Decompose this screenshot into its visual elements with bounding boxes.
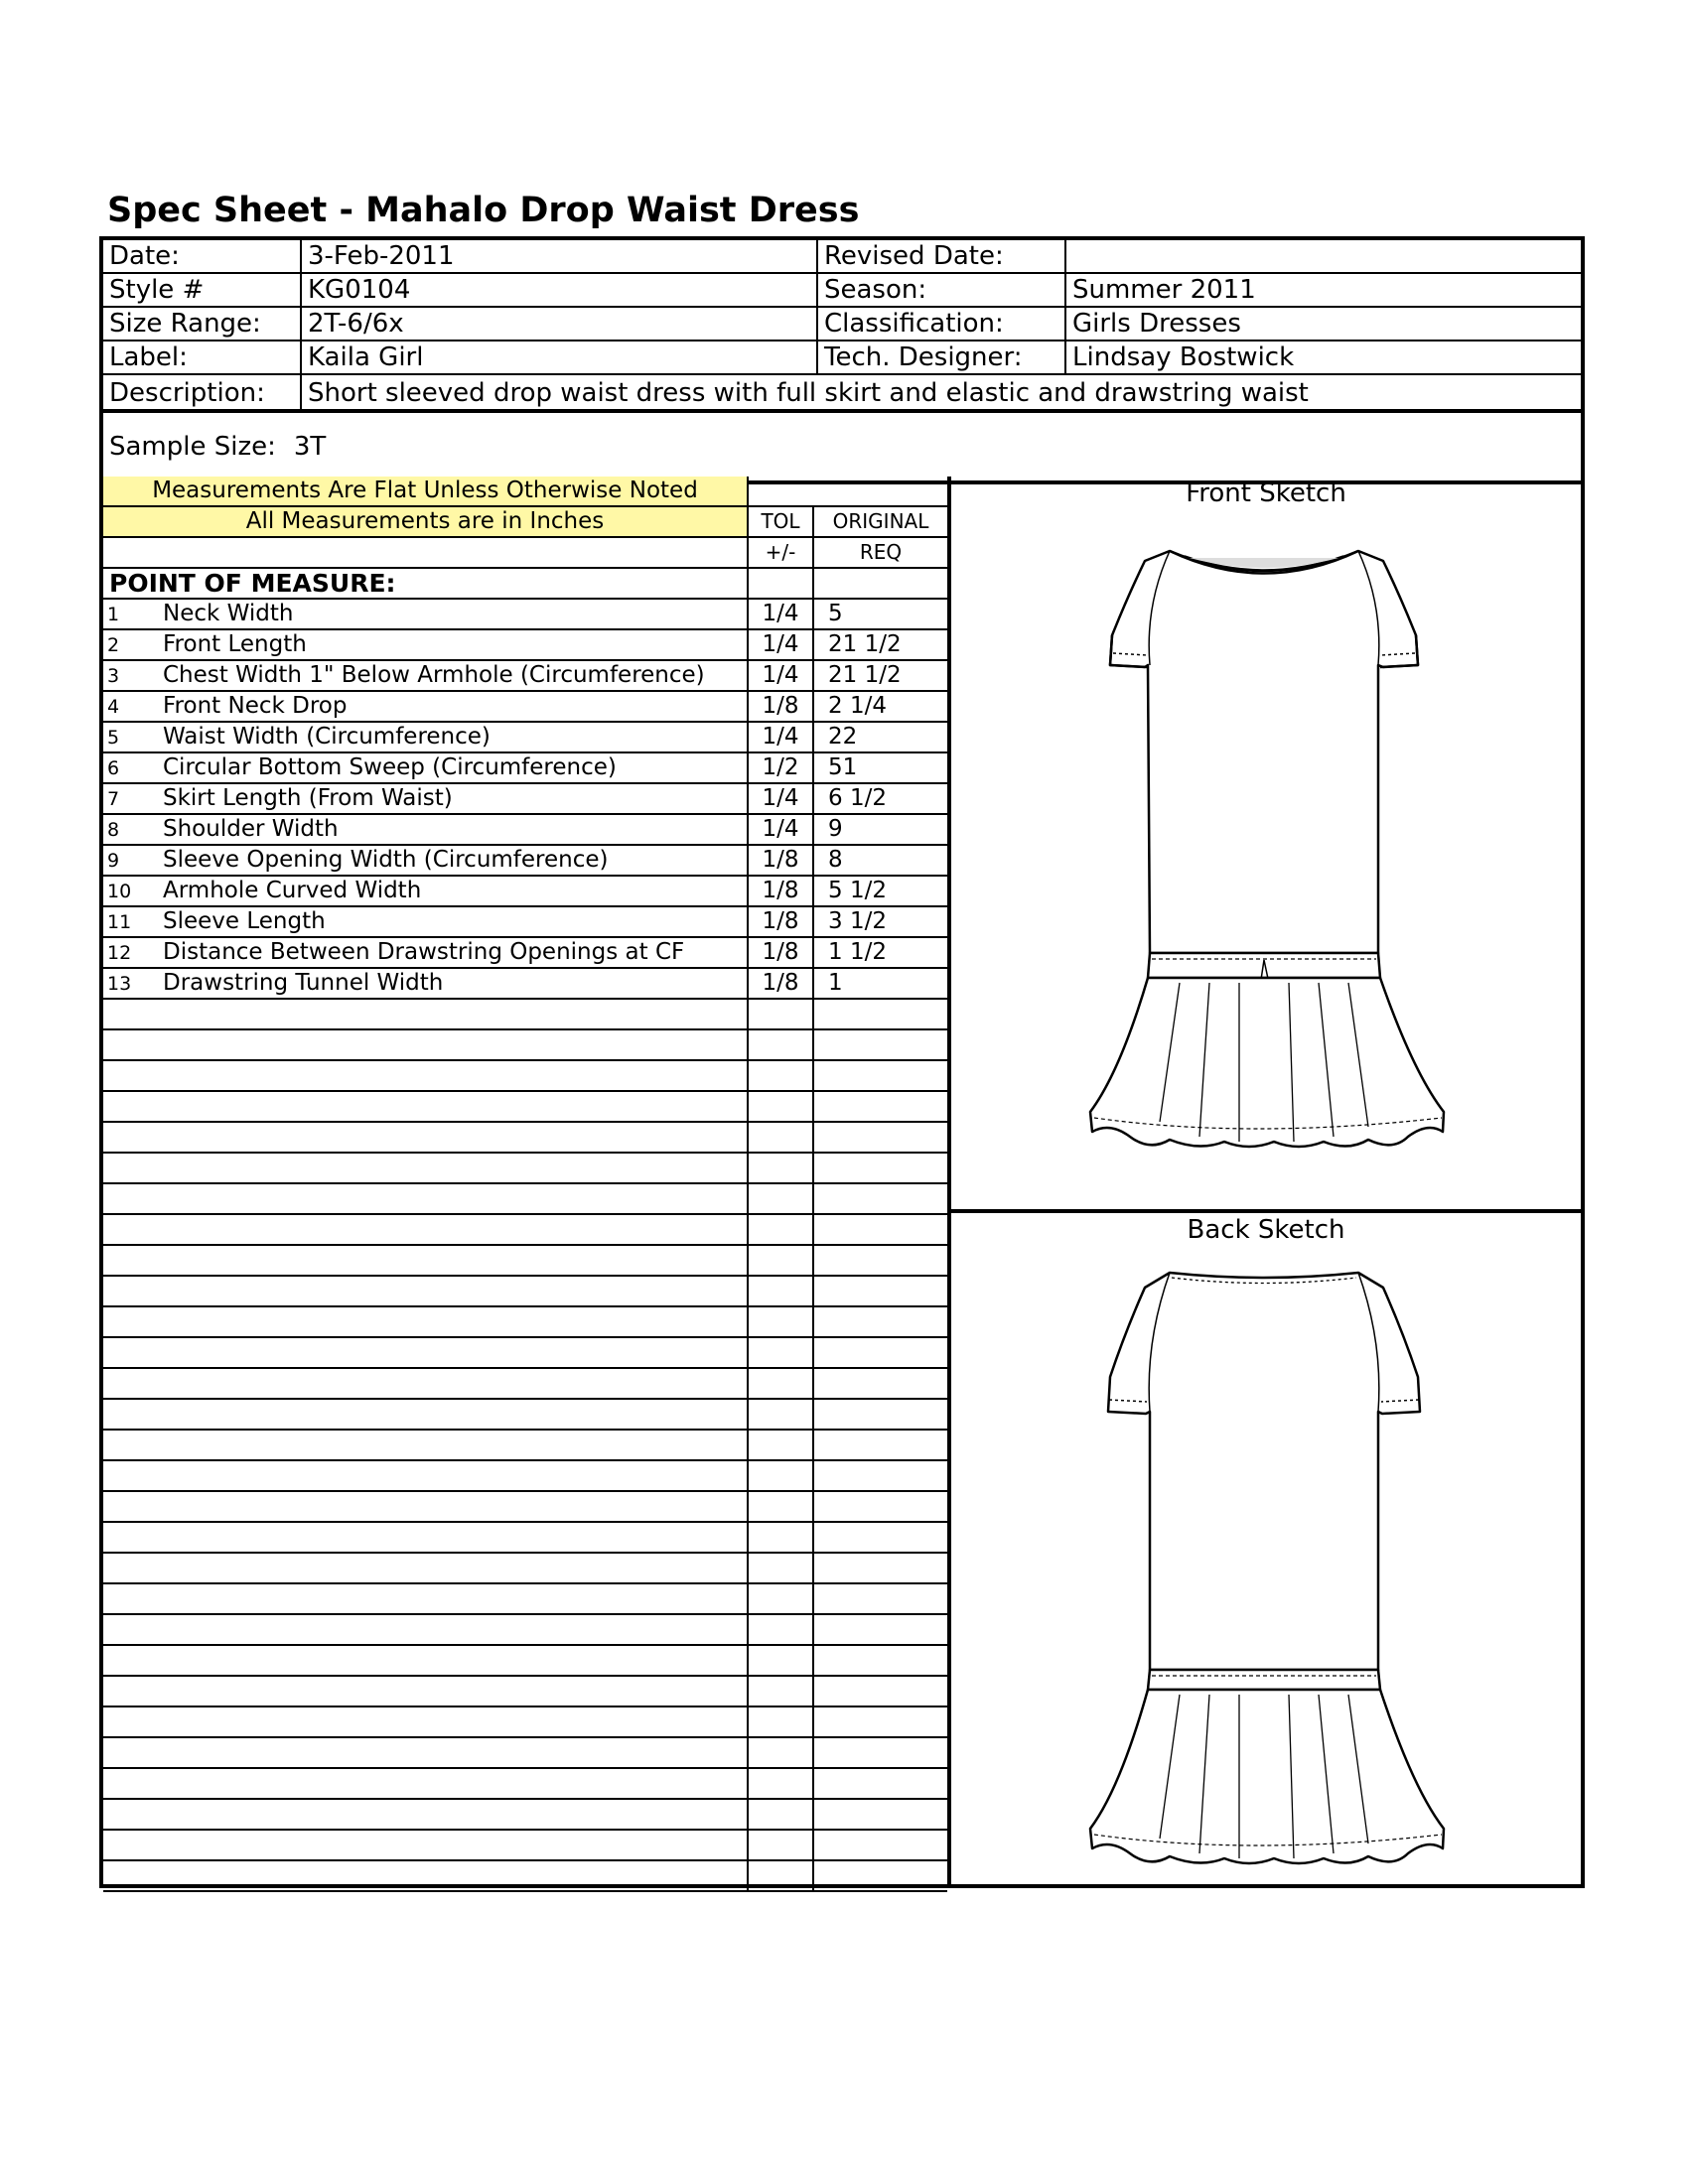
req-value: 21 1/2 bbox=[828, 662, 902, 688]
req-value: 1 1/2 bbox=[828, 939, 887, 965]
flat-measurements-note: Measurements Are Flat Unless Otherwise Noted bbox=[103, 477, 749, 505]
pom-number: 3 bbox=[107, 665, 120, 687]
note-row-2 bbox=[103, 507, 947, 538]
pom-row bbox=[103, 846, 947, 877]
pom-number: 11 bbox=[107, 911, 132, 933]
empty-row bbox=[103, 1400, 947, 1431]
pom-cell bbox=[103, 723, 749, 751]
tol-value: 1/8 bbox=[749, 938, 814, 967]
date-value: 3-Feb-2011 bbox=[302, 240, 818, 272]
empty-row bbox=[103, 1615, 947, 1646]
pom-row bbox=[103, 753, 947, 784]
header-row-label bbox=[103, 341, 1581, 375]
pom-number: 9 bbox=[107, 850, 120, 872]
empty-row bbox=[103, 1554, 947, 1584]
header-row-style bbox=[103, 274, 1581, 308]
empty-row bbox=[103, 1369, 947, 1400]
req-value: 6 1/2 bbox=[828, 785, 887, 811]
empty-row bbox=[103, 1030, 947, 1061]
req-value: 8 bbox=[828, 847, 843, 873]
pom-name: Shoulder Width bbox=[163, 816, 339, 842]
pom-cell bbox=[103, 877, 749, 905]
empty-row bbox=[103, 1738, 947, 1769]
header-row-description bbox=[103, 375, 1581, 413]
back-dress-sketch bbox=[1051, 1253, 1487, 1888]
tol-value: 1/4 bbox=[749, 815, 814, 844]
pom-cell bbox=[103, 692, 749, 721]
req-value: 21 1/2 bbox=[828, 631, 902, 657]
pom-name: Neck Width bbox=[163, 601, 294, 626]
pom-row bbox=[103, 692, 947, 723]
inches-note: All Measurements are in Inches bbox=[103, 507, 749, 536]
pom-name: Sleeve Opening Width (Circumference) bbox=[163, 847, 609, 873]
tech-designer-label: Tech. Designer: bbox=[818, 341, 1066, 373]
sample-size-value: 3T bbox=[293, 432, 327, 462]
pom-number: 10 bbox=[107, 881, 132, 902]
pom-row bbox=[103, 723, 947, 753]
tol-value: 1/8 bbox=[749, 877, 814, 905]
empty-row bbox=[103, 1800, 947, 1831]
description-value: Short sleeved drop waist dress with full skirt and elastic and drawstring waist bbox=[308, 378, 1309, 408]
header-table bbox=[99, 236, 1585, 484]
front-sketch-label: Front Sketch bbox=[1186, 478, 1346, 508]
tol-value: 1/4 bbox=[749, 784, 814, 813]
pom-number: 13 bbox=[107, 973, 132, 995]
season-label: Season: bbox=[818, 274, 1066, 306]
tol-value: 1/4 bbox=[749, 661, 814, 690]
empty-row bbox=[103, 1215, 947, 1246]
pom-number: 12 bbox=[107, 942, 132, 964]
req-value: 2 1/4 bbox=[828, 693, 887, 719]
req-value: 3 1/2 bbox=[828, 908, 887, 934]
req-sub-header: REQ bbox=[859, 540, 903, 564]
pom-number: 4 bbox=[107, 696, 120, 718]
empty-row bbox=[103, 1307, 947, 1338]
back-sketch-label: Back Sketch bbox=[1187, 1215, 1345, 1245]
req-value: 9 bbox=[828, 816, 843, 842]
empty-row bbox=[103, 1184, 947, 1215]
pom-number: 2 bbox=[107, 634, 120, 656]
pom-name: Chest Width 1" Below Armhole (Circumference) bbox=[163, 662, 705, 688]
empty-row bbox=[103, 1246, 947, 1277]
empty-row bbox=[103, 1123, 947, 1154]
empty-row bbox=[103, 1584, 947, 1615]
empty-row bbox=[103, 1677, 947, 1707]
label-label: Label: bbox=[103, 341, 302, 373]
tech-designer-value: Lindsay Bostwick bbox=[1072, 342, 1295, 372]
req-value: 5 bbox=[828, 601, 843, 626]
measurement-table bbox=[103, 477, 947, 1892]
original-header: ORIGINAL bbox=[832, 509, 929, 533]
back-sketch-area bbox=[951, 1213, 1581, 1884]
empty-row bbox=[103, 1461, 947, 1492]
label-value: Kaila Girl bbox=[302, 341, 818, 373]
tol-value: 1/8 bbox=[749, 969, 814, 998]
empty-row bbox=[103, 1492, 947, 1523]
pom-row bbox=[103, 784, 947, 815]
classification-label: Classification: bbox=[818, 308, 1066, 340]
empty-row bbox=[103, 1646, 947, 1677]
sample-size-label: Sample Size: bbox=[109, 432, 276, 462]
pom-cell bbox=[103, 600, 749, 628]
pom-rows bbox=[103, 600, 947, 1892]
revised-date-value bbox=[1066, 240, 1581, 272]
empty-row bbox=[103, 1338, 947, 1369]
pom-cell bbox=[103, 753, 749, 782]
size-range-value: 2T-6/6x bbox=[302, 308, 818, 340]
pom-name: Drawstring Tunnel Width bbox=[163, 970, 444, 996]
pom-name: Waist Width (Circumference) bbox=[163, 724, 491, 750]
tol-value: 1/4 bbox=[749, 630, 814, 659]
tol-value: 1/8 bbox=[749, 846, 814, 875]
pom-cell bbox=[103, 907, 749, 936]
empty-row bbox=[103, 1092, 947, 1123]
pom-name: Skirt Length (From Waist) bbox=[163, 785, 453, 811]
style-label: Style # bbox=[103, 274, 302, 306]
point-of-measure-header: POINT OF MEASURE: bbox=[103, 569, 749, 598]
classification-value: Girls Dresses bbox=[1072, 309, 1241, 339]
page-title: Spec Sheet - Mahalo Drop Waist Dress bbox=[107, 191, 860, 230]
pom-cell bbox=[103, 846, 749, 875]
pom-name: Front Neck Drop bbox=[163, 693, 348, 719]
empty-row bbox=[103, 1831, 947, 1861]
pom-row bbox=[103, 815, 947, 846]
front-sketch-area bbox=[951, 477, 1581, 1213]
tol-value: 1/4 bbox=[749, 600, 814, 628]
sample-size-row bbox=[103, 413, 1581, 480]
pom-cell bbox=[103, 938, 749, 967]
req-value: 5 1/2 bbox=[828, 878, 887, 903]
pom-row bbox=[103, 630, 947, 661]
pom-number: 8 bbox=[107, 819, 120, 841]
header-row-date bbox=[103, 240, 1581, 274]
empty-row bbox=[103, 1431, 947, 1461]
pom-name: Armhole Curved Width bbox=[163, 878, 422, 903]
req-value: 1 bbox=[828, 970, 843, 996]
pom-row bbox=[103, 907, 947, 938]
pom-cell bbox=[103, 784, 749, 813]
pom-header-row bbox=[103, 569, 947, 600]
tol-value: 1/2 bbox=[749, 753, 814, 782]
pom-number: 6 bbox=[107, 757, 120, 779]
pom-name: Circular Bottom Sweep (Circumference) bbox=[163, 754, 617, 780]
pom-row bbox=[103, 938, 947, 969]
pom-row bbox=[103, 600, 947, 630]
pom-cell bbox=[103, 661, 749, 690]
pom-name: Sleeve Length bbox=[163, 908, 326, 934]
empty-row bbox=[103, 1277, 947, 1307]
size-range-label: Size Range: bbox=[103, 308, 302, 340]
style-value: KG0104 bbox=[302, 274, 818, 306]
pom-name: Distance Between Drawstring Openings at CF bbox=[163, 939, 685, 965]
pom-row bbox=[103, 661, 947, 692]
season-value: Summer 2011 bbox=[1072, 275, 1256, 305]
pom-number: 1 bbox=[107, 604, 120, 625]
tol-value: 1/8 bbox=[749, 692, 814, 721]
date-label: Date: bbox=[103, 240, 302, 272]
tol-header: TOL bbox=[749, 507, 814, 536]
tol-sub-header: +/- bbox=[749, 538, 814, 567]
pom-row bbox=[103, 877, 947, 907]
note-row-1 bbox=[103, 477, 947, 507]
measurement-body bbox=[99, 477, 1585, 1888]
tol-value: 1/4 bbox=[749, 723, 814, 751]
revised-date-label: Revised Date: bbox=[818, 240, 1066, 272]
empty-row bbox=[103, 1154, 947, 1184]
description-label: Description: bbox=[103, 375, 302, 409]
pom-row bbox=[103, 969, 947, 1000]
empty-row bbox=[103, 1707, 947, 1738]
empty-row bbox=[103, 1000, 947, 1030]
pom-number: 7 bbox=[107, 788, 120, 810]
empty-row bbox=[103, 1861, 947, 1892]
sketch-panel bbox=[947, 477, 1581, 1884]
pom-number: 5 bbox=[107, 727, 120, 749]
sub-header-row bbox=[103, 538, 947, 569]
empty-row bbox=[103, 1523, 947, 1554]
pom-name: Front Length bbox=[163, 631, 307, 657]
req-value: 51 bbox=[828, 754, 858, 780]
empty-row bbox=[103, 1061, 947, 1092]
pom-cell bbox=[103, 969, 749, 998]
req-value: 22 bbox=[828, 724, 858, 750]
header-row-size bbox=[103, 308, 1581, 341]
tol-value: 1/8 bbox=[749, 907, 814, 936]
empty-row bbox=[103, 1769, 947, 1800]
front-dress-sketch bbox=[1051, 516, 1487, 1161]
pom-cell bbox=[103, 630, 749, 659]
pom-cell bbox=[103, 815, 749, 844]
